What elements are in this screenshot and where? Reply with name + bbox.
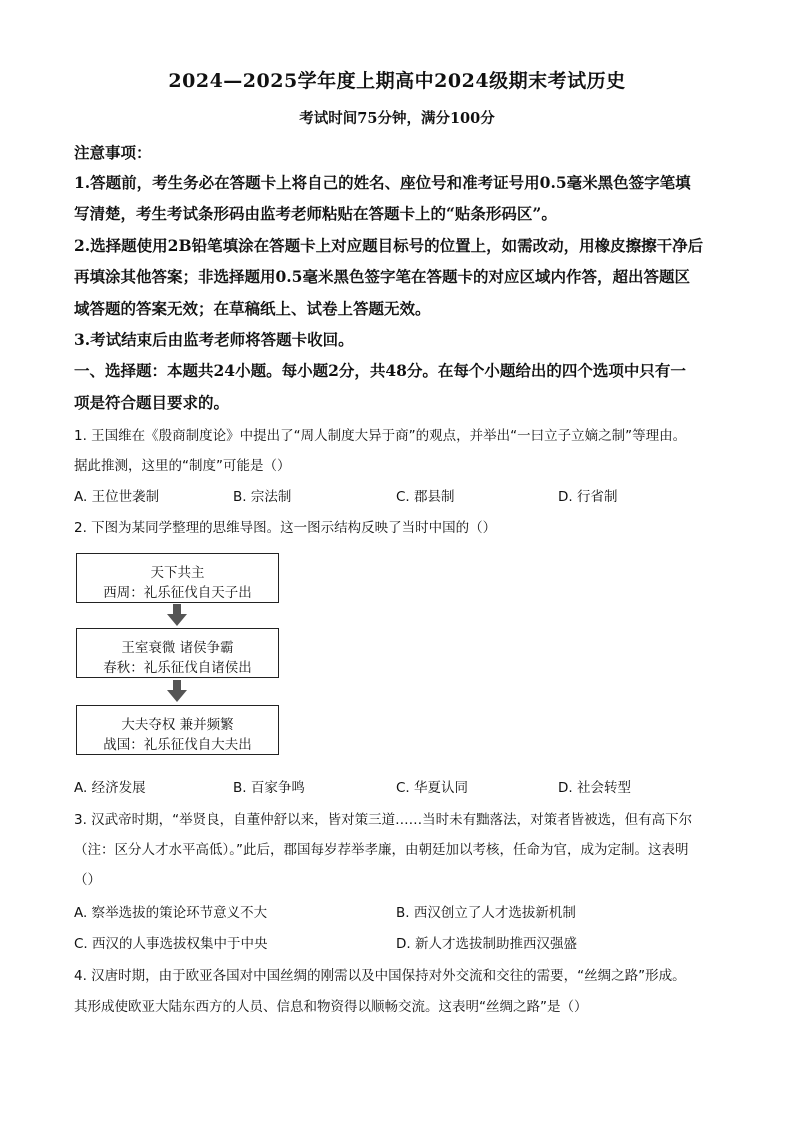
diagram-box-western-zhou xyxy=(76,553,279,603)
q1-option-d[interactable]: D. 行省制 xyxy=(558,489,618,505)
down-arrow-icon xyxy=(167,604,187,626)
q1-stem: 1. 王国维在《殷商制度论》中提出了“周人制度大异于商”的观点，并举出“一曰立子立嫡之制”等理由。 xyxy=(74,428,687,444)
exam-subtitle: 考试时间75分钟，满分100分 xyxy=(299,110,495,127)
q3-option-d[interactable]: D. 新人才选拔制助推西汉强盛 xyxy=(396,936,577,952)
notice-line: 写清楚，考生考试条形码由监考老师粘贴在答题卡上的“贴条形码区”。 xyxy=(74,204,557,223)
diagram-box-text: 战国：礼乐征伐自大夫出 xyxy=(103,737,252,753)
notice-heading: 注意事项： xyxy=(74,143,152,162)
q2-option-a[interactable]: A. 经济发展 xyxy=(74,780,146,796)
exam-title: 2024—2025学年度上期高中2024级期末考试历史 xyxy=(168,70,626,92)
diagram-box-title: 天下共主 xyxy=(150,565,205,581)
diagram-box-text: 西周：礼乐征伐自天子出 xyxy=(103,585,252,601)
notice-line: 再填涂其他答案；非选择题用0.5毫米黑色签字笔在答题卡的对应区域内作答，超出答题区 xyxy=(74,267,690,286)
diagram-box-spring-autumn xyxy=(76,628,279,678)
q2-option-d[interactable]: D. 社会转型 xyxy=(558,780,631,796)
q3-option-a[interactable]: A. 察举选拔的策论环节意义不大 xyxy=(74,905,268,921)
diagram-box-title: 王室衰微 诸侯争霸 xyxy=(121,640,234,656)
down-arrow-icon xyxy=(167,680,187,702)
section-heading: 一、选择题：本题共24小题。每小题2分，共48分。在每个小题给出的四个选项中只有一 xyxy=(74,361,686,380)
q3-option-c[interactable]: C. 西汉的人事选拔权集中于中央 xyxy=(74,936,268,952)
q4-stem: 4. 汉唐时期，由于欧亚各国对中国丝绸的刚需以及中国保持对外交流和交往的需要，“丝绸之路”形成。 xyxy=(74,968,686,984)
q1-option-a[interactable]: A. 王位世袭制 xyxy=(74,489,160,505)
q2-option-b[interactable]: B. 百家争鸣 xyxy=(233,780,305,796)
q4-stem: 其形成使欧亚大陆东西方的人员、信息和物资得以顺畅交流。这表明“丝绸之路”是（） xyxy=(74,999,588,1015)
q3-option-b[interactable]: B. 西汉创立了人才选拔新机制 xyxy=(396,905,576,921)
notice-line: 域答题的答案无效；在草稿纸上、试卷上答题无效。 xyxy=(74,299,431,318)
q2-stem: 2. 下图为某同学整理的思维导图。这一图示结构反映了当时中国的（） xyxy=(74,520,497,536)
notice-line: 2.选择题使用2B铅笔填涂在答题卡上对应题目标号的位置上，如需改动，用橡皮擦擦干净后 xyxy=(74,236,704,255)
notice-line: 1.答题前，考生务必在答题卡上将自己的姓名、座位号和准考证号用0.5毫米黑色签字笔填 xyxy=(74,173,691,192)
diagram-box-title: 大夫夺权 兼并频繁 xyxy=(121,717,234,733)
diagram-box-warring-states xyxy=(76,705,279,755)
section-heading: 项是符合题目要求的。 xyxy=(74,393,230,412)
diagram-box-text: 春秋：礼乐征伐自诸侯出 xyxy=(103,660,252,676)
q1-option-b[interactable]: B. 宗法制 xyxy=(233,489,292,505)
q1-option-c[interactable]: C. 郡县制 xyxy=(396,489,455,505)
q2-option-c[interactable]: C. 华夏认同 xyxy=(396,780,469,796)
q3-stem: （） xyxy=(74,872,101,888)
notice-line: 3.考试结束后由监考老师将答题卡收回。 xyxy=(74,330,354,349)
q1-stem: 据此推测，这里的“制度”可能是（） xyxy=(74,458,291,474)
q3-stem: （注：区分人才水平高低）。”此后，郡国每岁荐举孝廉，由朝廷加以考核，任命为官，成为定制。这表明 xyxy=(74,842,689,858)
q3-stem: 3. 汉武帝时期，“举贤良，自董仲舒以来，皆对策三道……当时未有黜落法，对策者皆被选，但有高下尔 xyxy=(74,812,693,828)
